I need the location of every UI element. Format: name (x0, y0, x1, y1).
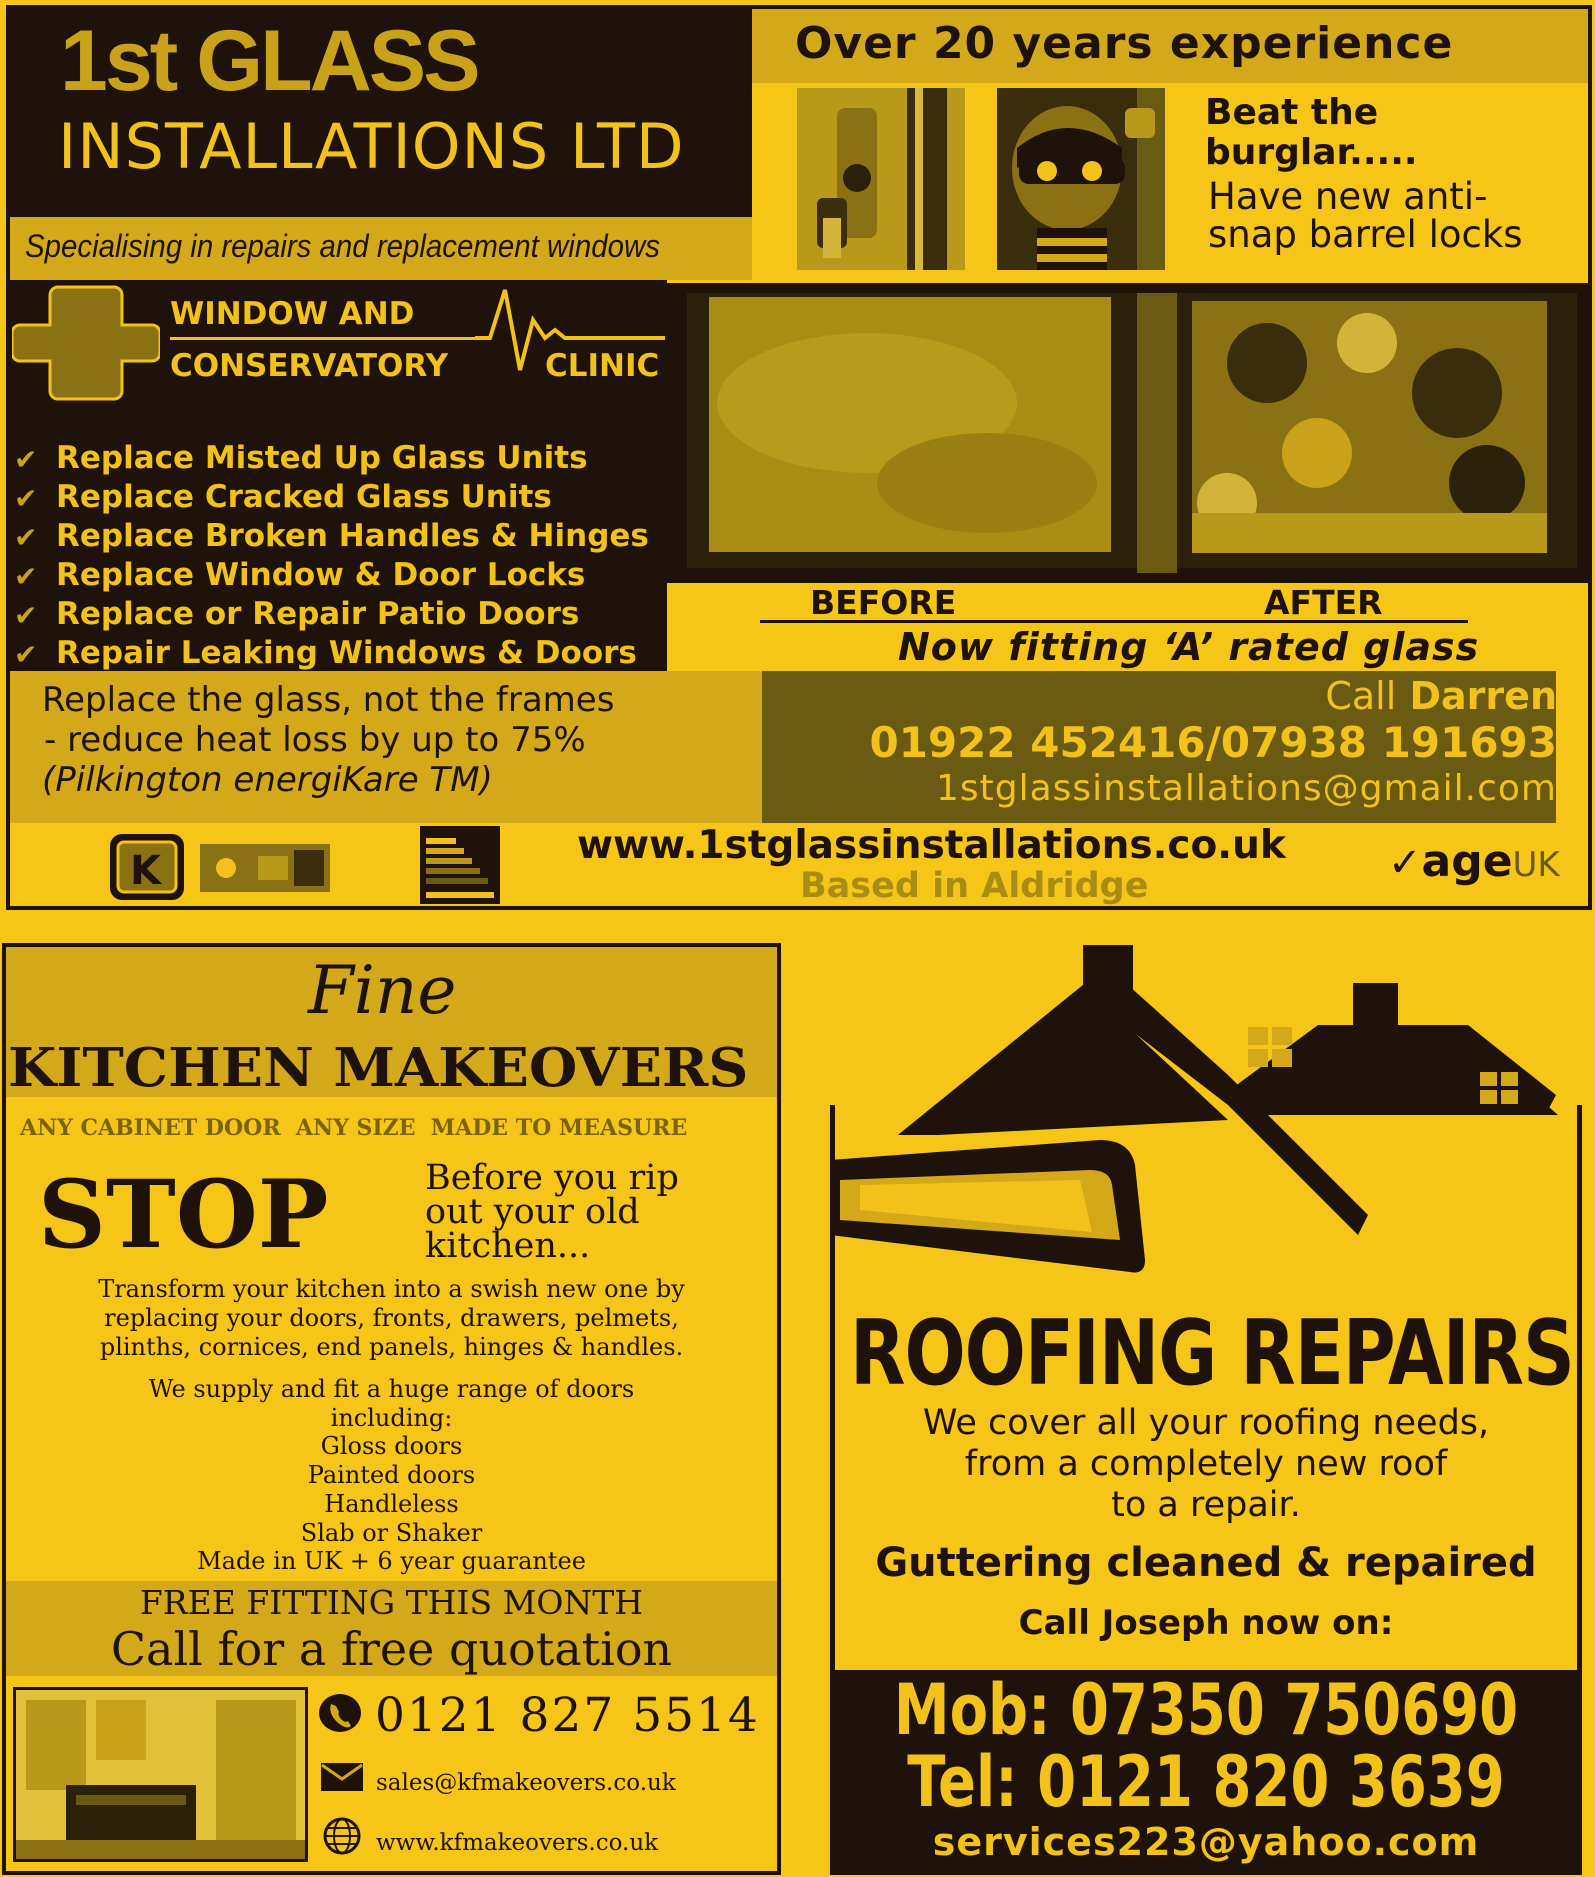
age-uk-logo (1388, 836, 1560, 887)
supply-text (6, 1375, 777, 1576)
supply-line: Handleless (324, 1489, 459, 1518)
checkmark-icon: ✔ (14, 482, 38, 515)
call-joseph: Call Joseph now on: (1018, 1603, 1394, 1643)
before-after-photo (667, 283, 1588, 583)
based-in: Based in Aldridge (800, 866, 1149, 906)
glass-email[interactable]: 1stglassinstallations@gmail.com (935, 768, 1557, 809)
burglar-icon (997, 88, 1165, 270)
stop-line-3: kitchen... (425, 1226, 591, 1266)
stop-heading: STOP (38, 1160, 329, 1270)
checkmark-icon: ✔ (14, 443, 38, 476)
roofing-description (835, 1403, 1577, 1526)
list-item (10, 596, 667, 635)
kitchen-title: KITCHEN MAKEOVERS (8, 1037, 749, 1099)
glass-website[interactable]: www.1stglassinstallations.co.uk (577, 823, 1286, 868)
list-item (10, 557, 667, 596)
roofing-desc-line: We cover all your roofing needs, (922, 1403, 1490, 1443)
supply-line: Slab or Shaker (300, 1518, 483, 1547)
experience-text: Over 20 years experience (795, 18, 1454, 69)
transform-line: plinths, cornices, end panels, hinges & handles. (99, 1333, 684, 1361)
age-logo-suffix: UK (1512, 845, 1560, 885)
phone-icon (318, 1693, 362, 1733)
kitchen-email[interactable]: sales@kfmakeovers.co.uk (376, 1770, 676, 1796)
age-logo-text: age (1421, 836, 1513, 887)
a-rated-glass: Now fitting ‘A’ rated glass (898, 625, 1480, 669)
call-quote: Call for a free quotation (110, 1622, 673, 1676)
clinic-line-3: CLINIC (545, 348, 660, 384)
free-fitting: FREE FITTING THIS MONTH (139, 1583, 644, 1622)
heat-line-2: - reduce heat loss by up to 75% (44, 720, 586, 760)
service-item: Replace Window & Door Locks (56, 557, 586, 593)
kitchen-script-title: Fine (308, 952, 457, 1029)
checkmark-icon: ✔ (14, 560, 38, 593)
roofing-mob[interactable]: Mob: 07350 750690 (893, 1670, 1519, 1752)
burglar-text: Have new anti-snap barrel locks (1208, 175, 1523, 256)
svg-text:K: K (130, 848, 161, 894)
checkmark-icon: ✔ (14, 638, 38, 671)
age-uk-swoosh-icon: ✓ (1388, 840, 1422, 886)
lock-photo (797, 88, 965, 270)
roofing-desc-line: from a completely new roof (964, 1444, 1448, 1484)
tagline: Specialising in repairs and replacement windows (25, 228, 660, 264)
supply-line: We supply and fit a huge range of doors (148, 1375, 635, 1403)
service-item: Replace or Repair Patio Doors (56, 596, 580, 632)
list-item (10, 518, 667, 557)
roofing-desc-line: to a repair. (1111, 1485, 1301, 1525)
transform-line: replacing your doors, fronts, drawers, pelmets, (104, 1304, 679, 1332)
energy-rating-icon (420, 826, 500, 904)
gutter-icon (830, 1140, 1190, 1280)
after-label: AFTER (1264, 583, 1383, 622)
call-darren (1325, 674, 1557, 718)
guttering-text: Guttering cleaned & repaired (875, 1540, 1537, 1586)
roofing-title: ROOFING REPAIRS (850, 1300, 1574, 1405)
glass-phones[interactable]: 01922 452416/07938 191693 (869, 718, 1557, 767)
service-item: Replace Misted Up Glass Units (56, 440, 588, 476)
roofing-tel[interactable]: Tel: 0121 820 3639 (907, 1742, 1505, 1824)
supply-line: Made in UK + 6 year guarantee (197, 1547, 586, 1576)
clinic-line-2: CONSERVATORY (170, 348, 449, 384)
transform-text (6, 1275, 777, 1362)
envelope-icon (320, 1762, 364, 1792)
roofing-email[interactable]: services223@yahoo.com (932, 1820, 1480, 1864)
kitchen-subtitle: ANY CABINET DOOR ANY SIZE MADE TO MEASURE (20, 1115, 688, 1141)
service-item: Replace Cracked Glass Units (56, 479, 552, 515)
checkmark-icon: ✔ (14, 599, 38, 632)
kitchen-phone[interactable]: 0121 827 5514 (375, 1688, 760, 1743)
transform-line: Transform your kitchen into a swish new one by (98, 1275, 685, 1303)
call-name: Darren (1409, 674, 1557, 718)
supply-line: Painted doors (307, 1461, 476, 1490)
supply-line: Gloss doors (320, 1432, 463, 1461)
checkmark-icon: ✔ (14, 521, 38, 554)
service-item: Replace Broken Handles & Hinges (56, 518, 649, 554)
kitchen-website[interactable]: www.kfmakeovers.co.uk (376, 1830, 659, 1856)
supply-line: including: (330, 1403, 453, 1432)
burglar-photo (997, 88, 1165, 270)
list-item (10, 479, 667, 518)
call-prefix: Call (1325, 674, 1397, 718)
clinic-line-1: WINDOW AND (170, 296, 415, 332)
medical-cross-icon (12, 283, 160, 401)
globe-icon (322, 1816, 362, 1856)
service-item: Repair Leaking Windows & Doors (56, 635, 637, 671)
brand-title-top: 1st GLASS (60, 13, 478, 109)
list-item (10, 635, 667, 674)
heat-line-3: (Pilkington energiKare TM) (42, 760, 493, 800)
stop-line-2: out your old (425, 1192, 640, 1232)
stop-line-1: Before you rip (425, 1158, 679, 1198)
heat-line-1: Replace the glass, not the frames (42, 680, 615, 720)
kitchen-photo (13, 1687, 308, 1862)
kitemark-icon (108, 832, 333, 902)
list-item (10, 440, 667, 479)
services-list (10, 440, 667, 674)
before-label: BEFORE (810, 583, 957, 622)
brand-title-bottom: INSTALLATIONS LTD (58, 110, 685, 183)
padlock-icon (797, 88, 965, 270)
clinic-rule (170, 337, 477, 340)
burglar-heading: Beat the burglar..... (1205, 92, 1418, 173)
